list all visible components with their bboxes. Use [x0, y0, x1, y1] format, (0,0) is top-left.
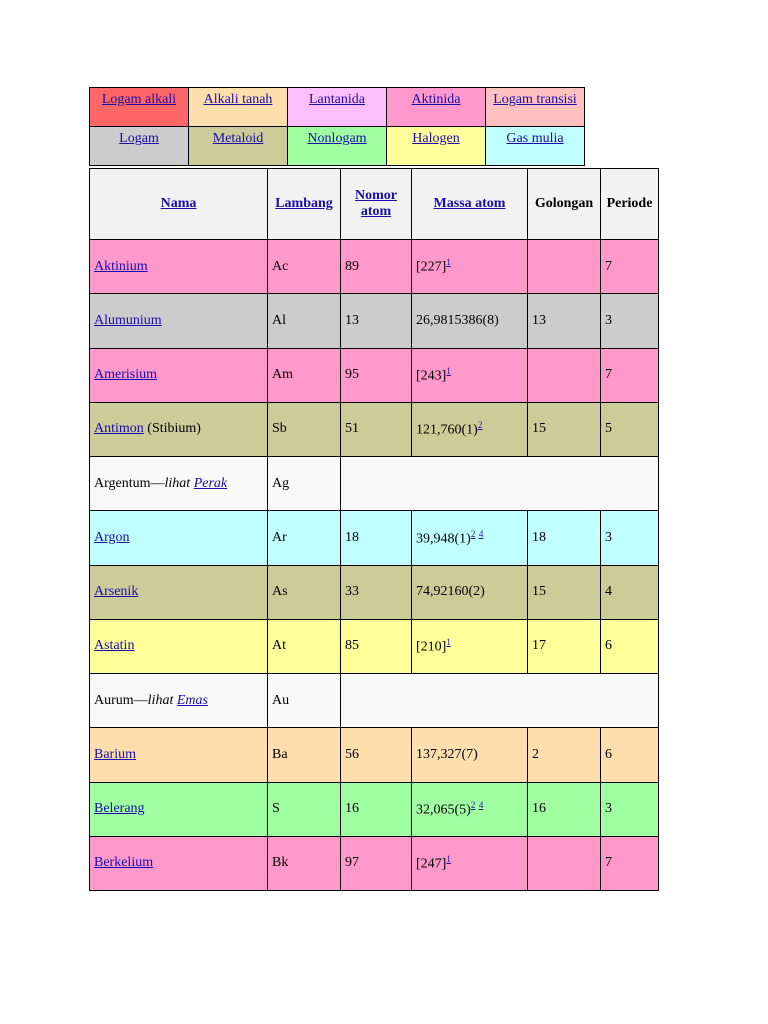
symbol-cell: As — [268, 565, 341, 619]
symbol-cell: Al — [268, 294, 341, 348]
footnote-link[interactable]: 1 — [446, 365, 451, 376]
table-row — [90, 348, 659, 402]
atomic-number-cell: 89 — [341, 240, 412, 294]
legend-link[interactable]: Halogen — [412, 131, 460, 146]
legend-lantanida[interactable] — [288, 88, 387, 127]
elements-table — [89, 168, 659, 891]
empty-cell — [341, 457, 659, 511]
group-cell — [528, 240, 601, 294]
mass-value: 32,065(5) — [416, 802, 471, 818]
element-name-cell — [90, 619, 268, 673]
footnote-link[interactable]: 1 — [446, 257, 451, 268]
element-name-cell — [90, 457, 268, 511]
atomic-number-cell: 51 — [341, 402, 412, 456]
element-link[interactable]: Astatin — [94, 638, 135, 654]
footnote-link[interactable]: 2 — [470, 528, 476, 539]
period-cell: 7 — [601, 348, 659, 402]
legend-link[interactable]: Metaloid — [212, 131, 264, 146]
footnote-link[interactable]: 2 — [477, 420, 483, 431]
symbol-cell: Ac — [268, 240, 341, 294]
atomic-mass-cell — [412, 782, 528, 836]
header-nomor-atom[interactable] — [341, 169, 412, 240]
period-cell: 7 — [601, 836, 659, 890]
symbol-cell: Au — [268, 674, 341, 728]
element-name-cell — [90, 674, 268, 728]
group-cell — [528, 836, 601, 890]
legend-link[interactable]: Alkali tanah — [203, 92, 273, 107]
mass-value: 39,948(1) — [416, 531, 471, 547]
legend-gas-mulia[interactable] — [486, 127, 585, 166]
element-name-cell — [90, 240, 268, 294]
table-row — [90, 565, 659, 619]
redirect-link[interactable]: Perak — [193, 475, 228, 491]
element-name-cell — [90, 511, 268, 565]
mass-value: [243] — [416, 368, 447, 384]
atomic-mass-cell — [412, 294, 528, 348]
period-cell: 6 — [601, 728, 659, 782]
group-cell: 15 — [528, 402, 601, 456]
table-row — [90, 511, 659, 565]
element-link[interactable]: Argon — [94, 529, 130, 545]
legend-link[interactable]: Logam transisi — [493, 92, 577, 107]
period-cell: 6 — [601, 619, 659, 673]
atomic-number-cell: 18 — [341, 511, 412, 565]
header-periode: Periode — [601, 169, 659, 240]
legend-row — [90, 127, 585, 166]
element-alt-name: (Stibium) — [143, 421, 201, 437]
legend-alkali-tanah[interactable] — [189, 88, 288, 127]
element-link[interactable]: Alumunium — [94, 312, 162, 328]
period-cell: 5 — [601, 402, 659, 456]
mass-value: [227] — [416, 259, 447, 275]
legend-link[interactable]: Logam — [119, 131, 159, 146]
element-name-cell — [90, 348, 268, 402]
mass-value: 26,9815386(8) — [416, 312, 499, 328]
table-row — [90, 619, 659, 673]
redirect-lihat: lihat — [147, 692, 177, 708]
mass-value: 121,760(1) — [416, 422, 478, 438]
period-cell: 4 — [601, 565, 659, 619]
footnote-link[interactable]: 1 — [446, 637, 451, 648]
atomic-number-cell: 16 — [341, 782, 412, 836]
sort-link[interactable]: Nomor atom — [355, 188, 397, 219]
sort-link[interactable]: Lambang — [275, 196, 333, 211]
atomic-number-cell: 56 — [341, 728, 412, 782]
redirect-prefix: Aurum— — [94, 692, 148, 708]
empty-cell — [341, 674, 659, 728]
group-cell: 15 — [528, 565, 601, 619]
table-row — [90, 457, 659, 511]
element-link[interactable]: Amerisium — [94, 367, 157, 383]
element-name-cell — [90, 836, 268, 890]
atomic-mass-cell — [412, 836, 528, 890]
mass-value: 74,92160(2) — [416, 584, 485, 600]
header-nama[interactable] — [90, 169, 268, 240]
header-lambang[interactable] — [268, 169, 341, 240]
legend-metaloid[interactable] — [189, 127, 288, 166]
group-cell: 18 — [528, 511, 601, 565]
category-legend — [89, 87, 585, 166]
atomic-mass-cell — [412, 619, 528, 673]
legend-logam-alkali[interactable] — [90, 88, 189, 127]
atomic-number-cell: 85 — [341, 619, 412, 673]
legend-halogen[interactable] — [387, 127, 486, 166]
legend-link[interactable]: Lantanida — [309, 92, 365, 107]
legend-logam-transisi[interactable] — [486, 88, 585, 127]
footnote-link[interactable]: 4 — [478, 799, 484, 810]
atomic-number-cell: 33 — [341, 565, 412, 619]
footnote-link[interactable]: 2 — [470, 799, 476, 810]
legend-nonlogam[interactable] — [288, 127, 387, 166]
atomic-number-cell: 97 — [341, 836, 412, 890]
sort-link[interactable]: Massa atom — [433, 196, 506, 211]
element-name-cell — [90, 728, 268, 782]
symbol-cell: Am — [268, 348, 341, 402]
table-row — [90, 728, 659, 782]
mass-value: [210] — [416, 639, 447, 655]
element-name-cell — [90, 294, 268, 348]
mass-value: [247] — [416, 856, 447, 872]
element-link[interactable]: Aktinium — [94, 258, 148, 274]
element-name-cell — [90, 782, 268, 836]
period-cell: 3 — [601, 511, 659, 565]
group-cell — [528, 348, 601, 402]
symbol-cell: Ar — [268, 511, 341, 565]
table-row — [90, 294, 659, 348]
atomic-number-cell: 13 — [341, 294, 412, 348]
table-header-row — [90, 169, 659, 240]
element-link[interactable]: Antimon — [94, 421, 144, 437]
legend-link[interactable]: Logam alkali — [101, 92, 177, 107]
legend-row — [90, 88, 585, 127]
legend-link[interactable]: Gas mulia — [506, 131, 564, 146]
table-row — [90, 782, 659, 836]
element-link[interactable]: Belerang — [94, 801, 145, 817]
group-cell: 13 — [528, 294, 601, 348]
legend-logam[interactable] — [90, 127, 189, 166]
element-name-cell — [90, 402, 268, 456]
symbol-cell: Ba — [268, 728, 341, 782]
redirect-lihat: lihat — [164, 475, 194, 491]
group-cell: 2 — [528, 728, 601, 782]
table-row — [90, 240, 659, 294]
redirect-link[interactable]: Emas — [176, 692, 208, 708]
atomic-mass-cell — [412, 565, 528, 619]
atomic-number-cell: 95 — [341, 348, 412, 402]
atomic-mass-cell — [412, 240, 528, 294]
mass-value: 137,327(7) — [416, 746, 478, 762]
header-golongan: Golongan — [528, 169, 601, 240]
legend-link[interactable]: Nonlogam — [307, 131, 367, 146]
period-cell: 3 — [601, 294, 659, 348]
element-link[interactable]: Arsenik — [94, 584, 139, 600]
symbol-cell: S — [268, 782, 341, 836]
atomic-mass-cell — [412, 348, 528, 402]
header-massa-atom[interactable] — [412, 169, 528, 240]
atomic-mass-cell — [412, 511, 528, 565]
symbol-cell: Bk — [268, 836, 341, 890]
table-body — [90, 240, 659, 891]
group-cell: 17 — [528, 619, 601, 673]
element-name-cell — [90, 565, 268, 619]
element-link[interactable]: Barium — [94, 746, 136, 762]
symbol-cell: Ag — [268, 457, 341, 511]
symbol-cell: Sb — [268, 402, 341, 456]
sort-link[interactable]: Nama — [160, 196, 197, 211]
atomic-mass-cell — [412, 402, 528, 456]
legend-link[interactable]: Aktinida — [411, 92, 461, 107]
table-row — [90, 674, 659, 728]
group-cell: 16 — [528, 782, 601, 836]
footnote-link[interactable]: 1 — [446, 854, 451, 865]
table-row — [90, 836, 659, 890]
footnote-link[interactable]: 4 — [478, 528, 484, 539]
redirect-prefix: Argentum— — [94, 475, 165, 491]
atomic-mass-cell — [412, 728, 528, 782]
period-cell: 7 — [601, 240, 659, 294]
symbol-cell: At — [268, 619, 341, 673]
table-row — [90, 402, 659, 456]
element-link[interactable]: Berkelium — [94, 855, 154, 871]
legend-aktinida[interactable] — [387, 88, 486, 127]
period-cell: 3 — [601, 782, 659, 836]
